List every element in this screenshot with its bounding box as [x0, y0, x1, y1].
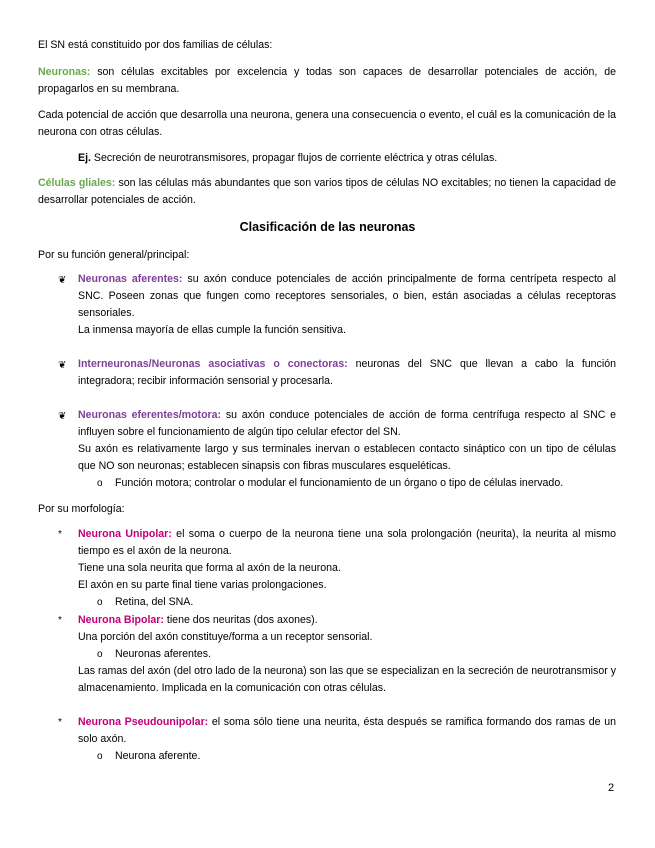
- bipolar-text: tiene dos neuritas (dos axones).: [163, 614, 318, 626]
- aferentes-extra: La inmensa mayoría de ellas cumple la función sensitiva.: [78, 324, 346, 336]
- ejemplo-label: Ej.: [78, 152, 91, 164]
- bipolar-sub: Neuronas aferentes.: [115, 648, 211, 660]
- unipolar-paragraph: [78, 526, 616, 560]
- eferentes-extra: Su axón es relativamente largo y sus terminales inervan o establecen contacto sináptico con un tipo de células que NO son neuronas; establecen sinapsis con fibras musculares esqueléticas.: [78, 443, 616, 472]
- ejemplo-text: Secreción de neurotransmisores, propagar flujos de corriente eléctrica y otras células.: [90, 152, 498, 164]
- eferentes-sub: Función motora; controlar o modular el funcionamiento de un órgano o tipo de células inervado.: [115, 477, 564, 489]
- page-number: 2: [608, 782, 615, 794]
- unipolar-text: el soma o cuerpo de la neurona tiene una sola prolongación (neurita), la neurita al mismo tiempo es el axón de la neurona.: [78, 528, 617, 557]
- bipolar-term: Neurona Bipolar:: [78, 614, 164, 626]
- ejemplo-paragraph: [78, 150, 616, 167]
- morfologia-heading: Por su morfología:: [38, 503, 125, 515]
- circle-bullet-icon: o: [97, 478, 103, 489]
- unipolar-line2: Tiene una sola neurita que forma al axón de la neurona.: [78, 562, 341, 574]
- eferentes-text: su axón conduce potenciales de acción de forma centrífuga respecto al SNC e influyen sobre el funcionamiento de algún tipo celular efector del SN.: [78, 409, 616, 438]
- neuronas-paragraph: [38, 64, 616, 98]
- funcion-heading: Por su función general/principal:: [38, 249, 190, 261]
- circle-bullet-icon: o: [97, 751, 103, 762]
- section-title: Clasificación de las neuronas: [239, 220, 416, 234]
- bipolar-line3: Las ramas del axón (del otro lado de la neurona) son las que se especializan en la secreción de neurotransmisor y almacenamiento. Implicada en la comunicación con otras células.: [78, 665, 616, 694]
- unipolar-sub: Retina, del SNA.: [115, 596, 194, 608]
- pseudo-sub: Neurona aferente.: [115, 750, 201, 762]
- neuronas-term: Neuronas:: [38, 66, 91, 78]
- circle-bullet-icon: o: [97, 649, 103, 660]
- eferentes-paragraph: [78, 407, 616, 441]
- asterisk-bullet-icon: *: [58, 717, 62, 728]
- circle-bullet-icon: o: [97, 597, 103, 608]
- pseudo-term: Neurona Pseudounipolar:: [78, 716, 209, 728]
- bipolar-line2: Una porción del axón constituye/forma a un receptor sensorial.: [78, 631, 373, 643]
- pseudo-text: el soma sólo tiene una neurita, ésta después se ramifica formando dos ramas de un solo axón.: [78, 716, 616, 745]
- fleuron-bullet-icon: ❦: [58, 360, 67, 371]
- asterisk-bullet-icon: *: [58, 529, 62, 540]
- unipolar-term: Neurona Unipolar:: [78, 528, 172, 540]
- interneuronas-text: neuronas del SNC que llevan a cabo la función integradora; recibir información sensorial y procesarla.: [78, 358, 616, 387]
- asterisk-bullet-icon: *: [58, 615, 62, 626]
- fleuron-bullet-icon: ❦: [58, 411, 67, 422]
- aferentes-term: Neuronas aferentes:: [78, 273, 183, 285]
- gliales-text: son las células más abundantes que son varios tipos de células NO excitables; no tienen la capacidad de desarrollar potenciales de acción.: [38, 177, 616, 206]
- bipolar-paragraph: [78, 612, 616, 629]
- gliales-term: Células gliales:: [38, 177, 116, 189]
- pseudo-paragraph: [78, 714, 616, 748]
- aferentes-paragraph: [78, 271, 616, 322]
- interneuronas-paragraph: [78, 356, 616, 390]
- potencial-paragraph: Cada potencial de acción que desarrolla una neurona, genera una consecuencia o evento, el cuál es la comunicación de la neurona con otras células.: [38, 109, 616, 138]
- aferentes-text: su axón conduce potenciales de acción principalmente de forma centrípeta respecto al SNC. Poseen zonas que fungen como receptores sensoriales, o bien, están asociadas a células receptoras sensoriales.: [78, 273, 616, 319]
- interneuronas-term: Interneuronas/Neuronas asociativas o conectoras:: [78, 358, 348, 370]
- gliales-paragraph: [38, 175, 616, 209]
- neuronas-text: son células excitables por excelencia y todas son capaces de desarrollar potenciales de acción, de propagarlos en su membrana.: [38, 66, 616, 95]
- fleuron-bullet-icon: ❦: [58, 275, 67, 286]
- eferentes-term: Neuronas eferentes/motora:: [78, 409, 222, 421]
- unipolar-line3: El axón en su parte final tiene varias prolongaciones.: [78, 579, 327, 591]
- intro-text: El SN está constituido por dos familias de células:: [38, 39, 273, 51]
